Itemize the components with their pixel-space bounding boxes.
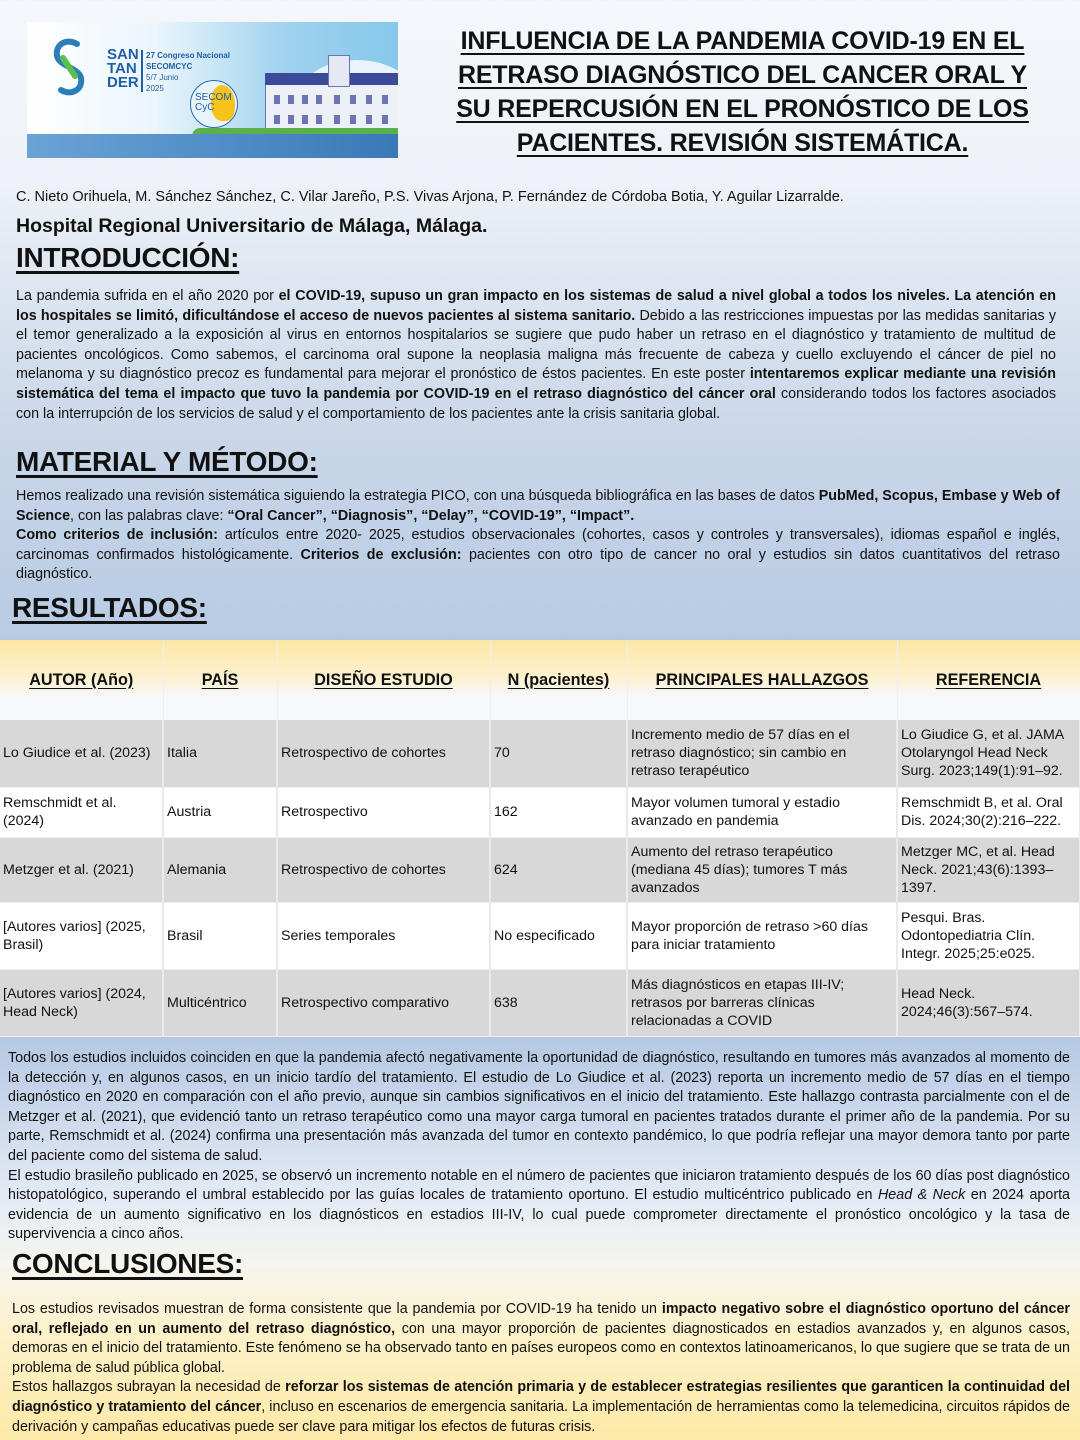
column-header-country: PAÍS xyxy=(163,640,277,720)
cell-n: 638 xyxy=(490,969,627,1036)
cell-findings: Más diagnósticos en etapas III-IV; retrasos por barreras clínicas relacionadas a COVID xyxy=(627,969,897,1036)
table-row xyxy=(0,720,1080,787)
congress-banner xyxy=(27,22,398,158)
table-row xyxy=(0,902,1080,969)
cell-findings: Aumento del retraso terapéutico (mediana 45 días); tumores T más avanzados xyxy=(627,837,897,902)
cell-n: 624 xyxy=(490,837,627,902)
cell-findings: Mayor proporción de retraso >60 días para iniciar tratamiento xyxy=(627,902,897,969)
cell-reference: Pesqui. Bras. Odontopediatria Clín. Integr. 2025;25:e025. xyxy=(897,902,1080,969)
cell-author: Remschmidt et al. (2024) xyxy=(0,787,163,837)
column-header-n: N (pacientes) xyxy=(490,640,627,720)
cell-design: Retrospectivo comparativo xyxy=(277,969,490,1036)
conclusions-heading: CONCLUSIONES: xyxy=(12,1248,243,1279)
affiliation: Hospital Regional Universitario de Málaga, Málaga. xyxy=(16,215,488,237)
congress-info: 27 Congreso Nacional SECOMCYC 5/7 Junio 2025 xyxy=(146,51,231,93)
poster-title: INFLUENCIA DE LA PANDEMIA COVID-19 EN EL RETRASO DIAGNÓSTICO DEL CANCER ORAL Y SU REPERCUSIÓN EN EL PRONÓSTICO DE LOS PACIENTES. REVISIÓN SISTEMÁTICA. xyxy=(456,27,1029,157)
cell-author: Metzger et al. (2021) xyxy=(0,837,163,902)
method-heading: MATERIAL Y MÉTODO: xyxy=(16,446,318,477)
cell-n: 162 xyxy=(490,787,627,837)
cell-country: Alemania xyxy=(163,837,277,902)
cell-author: [Autores varios] (2025, Brasil) xyxy=(0,902,163,969)
column-header-reference: REFERENCIA xyxy=(897,640,1080,720)
cell-findings: Incremento medio de 57 días en el retraso diagnóstico; sin cambio en retraso terapéutico xyxy=(627,720,897,787)
column-header-findings: PRINCIPALES HALLAZGOS xyxy=(627,640,897,720)
cell-reference: Lo Giudice G, et al. JAMA Otolaryngol Head Neck Surg. 2023;149(1):91–92. xyxy=(897,720,1080,787)
cell-author: Lo Giudice et al. (2023) xyxy=(0,720,163,787)
banner-blue-band xyxy=(27,134,398,158)
column-header-author: AUTOR (Año) xyxy=(0,640,163,720)
cell-country: Italia xyxy=(163,720,277,787)
cell-reference: Head Neck. 2024;46(3):567–574. xyxy=(897,969,1080,1036)
cell-design: Retrospectivo de cohortes xyxy=(277,837,490,902)
cell-findings: Mayor volumen tumoral y estadio avanzado en pandemia xyxy=(627,787,897,837)
cell-country: Austria xyxy=(163,787,277,837)
cell-country: Brasil xyxy=(163,902,277,969)
santander-s-logo-icon xyxy=(49,36,89,98)
logo-divider xyxy=(141,50,143,92)
secomcyc-seal-logo: SECOM CyC xyxy=(190,80,238,128)
author-list: C. Nieto Orihuela, M. Sánchez Sánchez, C. Vilar Jareño, P.S. Vivas Arjona, P. Fernández de Córdoba Botia, Y. Aguilar Lizarralde. xyxy=(16,189,844,205)
cell-reference: Metzger MC, et al. Head Neck. 2021;43(6):1393–1397. xyxy=(897,837,1080,902)
method-paragraph: Hemos realizado una revisión sistemática siguiendo la estrategia PICO, con una búsqueda bibliográfica en las bases de datos PubMed, Scopus, Embase y Web of Science, con las palabras clave: “Oral Cancer”, “Diagnosis”, “Delay”, “COVID-19”, “Impact”. Como criterios de inclusión: artículos entre 2020- 2025, estudios observacionales (cohortes, casos y controles y transversales), idiomas español e inglés, carcinomas confirmados histológicamente. Criterios de exclusión: pacientes con otro tipo de cancer no oral y estudios sin datos cuantitativos del retraso diagnóstico. xyxy=(16,488,1060,583)
cell-design: Series temporales xyxy=(277,902,490,969)
intro-heading: INTRODUCCIÓN: xyxy=(16,242,240,273)
cell-design: Retrospectivo xyxy=(277,787,490,837)
cell-design: Retrospectivo de cohortes xyxy=(277,720,490,787)
results-table xyxy=(0,640,1080,1037)
cell-country: Multicéntrico xyxy=(163,969,277,1036)
cell-reference: Remschmidt B, et al. Oral Dis. 2024;30(2):216–222. xyxy=(897,787,1080,837)
table-header-row xyxy=(0,640,1080,720)
results-heading: RESULTADOS: xyxy=(12,592,207,623)
table-row xyxy=(0,969,1080,1036)
city-logo-text: SAN TAN DER xyxy=(107,46,139,91)
cell-n: No especificado xyxy=(490,902,627,969)
cell-n: 70 xyxy=(490,720,627,787)
column-header-design: DISEÑO ESTUDIO xyxy=(277,640,490,720)
results-discussion: Todos los estudios incluidos coinciden en que la pandemia afectó negativamente la oportunidad de diagnóstico, resultando en tumores más avanzados al momento de la detección y, en algunos casos, en un inicio tardío del tratamiento. El estudio de Lo Giudice et al. (2023) reporta un incremento medio de 57 días en el tiempo diagnóstico en 2020 en comparación con el año previo, aunque sin cambios significativos en el inicio del tratamiento. Este hallazgo contrasta parcialmente con el de Metzger et al. (2021), que evidenció tanto un retraso terapéutico como una mayor carga tumoral en pacientes tratados durante el primer año de la pandemia. Por su parte, Remschmidt et al. (2024) confirma una presentación más avanzada del tumor en contexto pandémico, lo que podría reflejar una mayor demora tanto por parte del paciente como del sistema de salud. El estudio brasileño publicado en 2025, se observó un incremento notable en el número de pacientes que iniciaron tratamiento después de los 60 días post diagnóstico histopatológico, superando el umbral establecido por las guías locales de tratamiento oportuno. El estudio multicéntrico publicado en Head & Neck en 2024 aporta evidencia de un aumento significativo en los diagnósticos en estadios III-IV, lo cual puede comprometer directamente el pronóstico oncológico y la tasa de supervivencia a cinco años. xyxy=(8,1050,1071,1243)
intro-paragraph: La pandemia sufrida en el año 2020 por el COVID-19, supuso un gran impacto en los sistemas de salud a nivel global a todos los niveles. La atención en los hospitales se limitó, dificultándose el acceso de nuevos pacientes al sistema sanitario. Debido a las restricciones impuestas por las medidas sanitarias y el temor generalizado a la exposición al virus en entornos hospitalarios se sugiere que pudo haber un retraso en el diagnóstico y tratamiento de multitud de pacientes oncológicos. Como sabemos, el carcinoma oral supone la neoplasia maligna más frecuente de cabeza y cuello excluyendo el cáncer de piel no melanoma y su diagnóstico precoz es fundamental para mejorar el pronóstico de éstos pacientes. En este poster intentaremos explicar mediante una revisión sistemática del tema el impacto que tuvo la pandemia por COVID-19 en el retraso diagnóstico del cáncer oral considerando todos los factores asociados con la interrupción de los servicios de salud y el comportamiento de los pacientes ante la crisis sanitaria global. xyxy=(16,288,1056,422)
table-row xyxy=(0,837,1080,902)
table-row xyxy=(0,787,1080,837)
cell-author: [Autores varios] (2024, Head Neck) xyxy=(0,969,163,1036)
conclusions-paragraph: Los estudios revisados muestran de forma consistente que la pandemia por COVID-19 ha tenido un impacto negativo sobre el diagnóstico oportuno del cáncer oral, reflejado en un aumento del retraso diagnóstico, con una mayor proporción de pacientes diagnosticados en estadios avanzados y, en algunos casos, demoras en el inicio del tratamiento. Este fenómeno se ha observado tanto en países europeos como en contextos latinoamericanos, lo que sugiere que se trata de un problema de salud pública global. Estos hallazgos subrayan la necesidad de reforzar los sistemas de atención primaria y de establecer estrategias resilientes que garanticen la continuidad del diagnóstico y tratamiento del cáncer, incluso en escenarios de emergencia sanitaria. La implementación de herramientas como la telemedicina, circuitos rápidos de derivación y campañas educativas puede ser clave para mitigar los efectos de futuras crisis. xyxy=(12,1301,1071,1435)
